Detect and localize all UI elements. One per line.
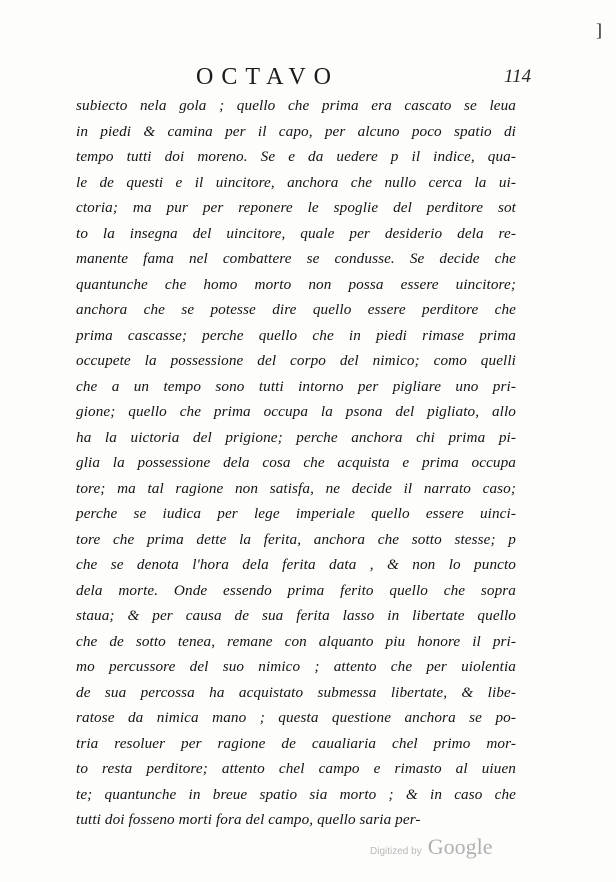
text-line: ha la uictoria del prigione; perche anchora chi prima pi- [76,428,516,446]
text-line: tutti doi fosseno morti fora del campo, quello saria per- [76,811,421,828]
text-line: tria resoluer per ragione de caualiaria chel primo mor- [76,734,516,752]
text-line: in piedi & camina per il capo, per alcuno poco spatio di [76,122,516,140]
text-line: dela morte. Onde essendo prima ferito quello che sopra [76,581,516,599]
text-line: glia la possessione dela cosa che acquista e prima occupa [76,454,516,471]
text-line: perche se iudica per lege imperiale quello essere uinci- [76,505,516,522]
corner-mark: ] [596,20,602,40]
google-logo: Google [427,834,493,859]
text-line: tore che prima dette la ferita, anchora che sotto stesse; p [76,530,516,548]
watermark-prefix: Digitized by [370,846,422,857]
text-line: tore; ma tal ragione non satisfa, ne decide il narrato caso; [76,479,516,497]
text-line: subiecto nela gola ; quello che prima era cascato se leua [76,97,516,114]
text-line: ctoria; ma pur per reponere le spoglie del perditore sot [76,199,516,216]
text-line: che a un tempo sono tutti intorno per pigliare uno pri- [76,377,516,395]
body-text [76,93,516,833]
page-number: 114 [504,66,532,87]
text-line: staua; & per causa de sua ferita lasso in libertate quello [76,607,516,624]
digitized-by-google-watermark [370,834,492,860]
text-line: to la insegna del uincitore, quale per desiderio dela re- [76,224,516,242]
running-head [0,60,616,94]
text-line: to resta perditore; attento chel campo e rimasto al uiuen [76,760,516,777]
text-line: de sua percossa ha acquistato submessa libertate, & libe- [76,683,516,701]
text-line: prima cascasse; perche quello che in piedi rimase prima [76,326,516,344]
text-line: tempo tutti doi moreno. Se e da uedere p il indice, qua- [76,148,516,165]
text-line: te; quantunche in breue spatio sia morto ; & in caso che [76,785,516,803]
page-title: OCTAVO [196,64,339,90]
text-line: che se denota l'hora dela ferita data , & non lo puncto [76,556,516,573]
text-line: occupete la possessione del corpo del nimico; como quelli [76,352,516,369]
text-line: gione; quello che prima occupa la psona del pigliato, allo [76,403,516,420]
text-line: ratose da nimica mano ; questa questione anchora se po- [76,709,516,726]
text-line: le de questi e il uincitore, anchora che nullo cerca la ui- [76,173,516,191]
text-line: manente fama nel combattere se condusse. Se decide che [76,250,516,267]
text-line: mo percussore del suo nimico ; attento che per uiolentia [76,658,516,675]
text-line: anchora che se potesse dire quello essere perditore che [76,301,516,318]
text-line: quantunche che homo morto non possa essere uincitore; [76,275,516,293]
text-line: che de sotto tenea, remane con alquanto piu honore il pri- [76,632,516,650]
